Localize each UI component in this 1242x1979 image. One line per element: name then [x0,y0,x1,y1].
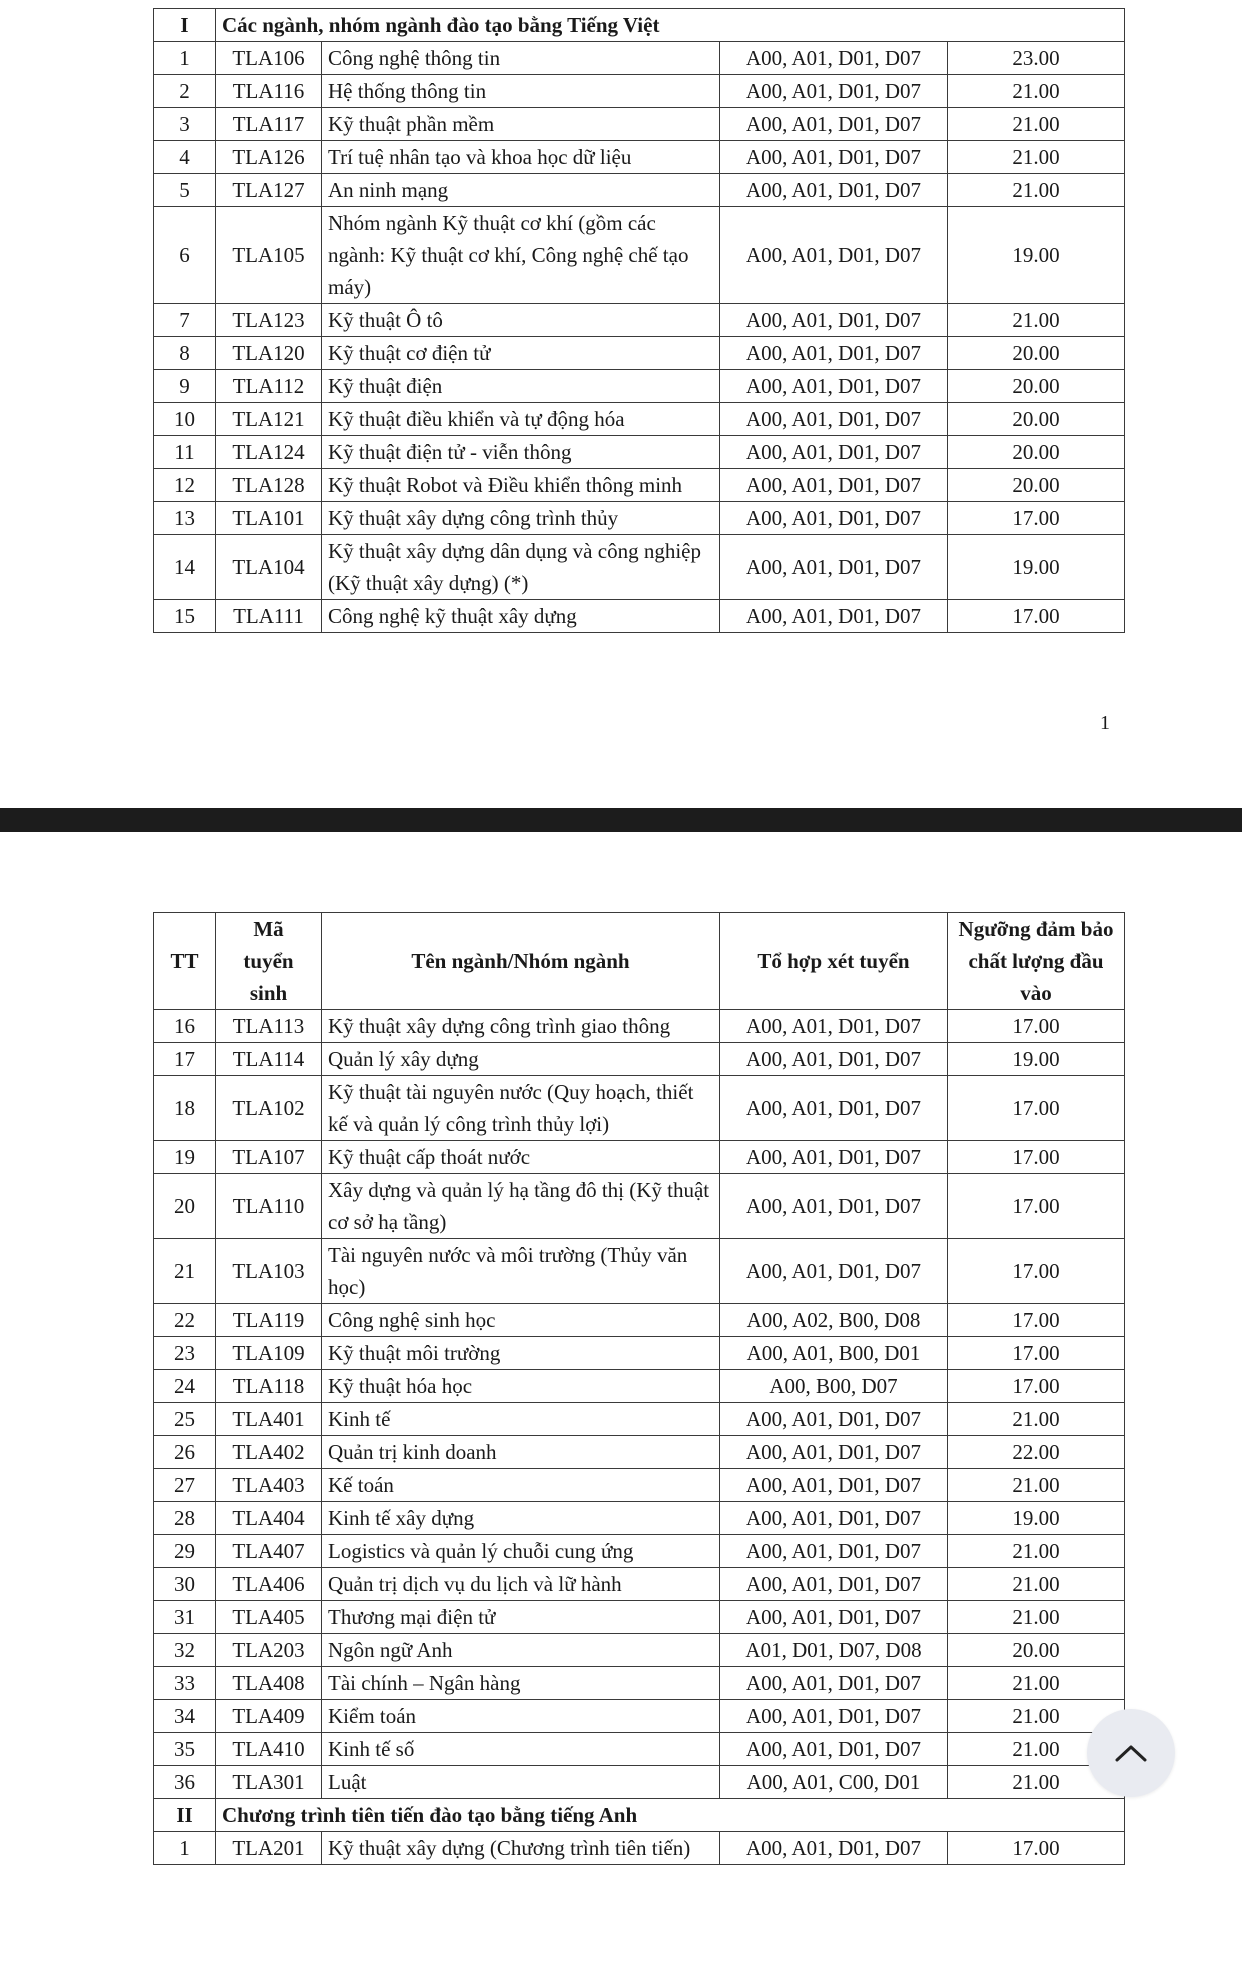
table-row [154,1568,1125,1601]
row-combo: A00, A01, D01, D07 [720,108,948,141]
table-row [154,600,1125,633]
row-code: TLA107 [216,1141,322,1174]
row-tt: 1 [154,42,216,75]
row-combo: A00, A01, D01, D07 [720,1601,948,1634]
row-code: TLA102 [216,1076,322,1141]
table-row [154,141,1125,174]
row-name: Quản lý xây dựng [322,1043,720,1076]
header-score: Ngưỡng đảm bảo chất lượng đầu vào [948,913,1125,1010]
row-tt: 17 [154,1043,216,1076]
row-name: Hệ thống thông tin [322,75,720,108]
row-code: TLA113 [216,1010,322,1043]
row-tt: 31 [154,1601,216,1634]
document-page-1 [0,0,1242,808]
row-combo: A00, A01, D01, D07 [720,337,948,370]
table-row [154,1043,1125,1076]
row-code: TLA105 [216,207,322,304]
row-tt: 20 [154,1174,216,1239]
row-score: 20.00 [948,337,1125,370]
row-code: TLA201 [216,1832,322,1865]
row-combo: A00, A01, D01, D07 [720,535,948,600]
row-tt: 8 [154,337,216,370]
header-tt: TT [154,913,216,1010]
row-combo: A00, A01, D01, D07 [720,1700,948,1733]
row-name: Kỹ thuật môi trường [322,1337,720,1370]
row-combo: A00, A01, D01, D07 [720,304,948,337]
row-score: 20.00 [948,436,1125,469]
row-tt: 7 [154,304,216,337]
row-code: TLA128 [216,469,322,502]
row-combo: A00, A01, D01, D07 [720,1239,948,1304]
row-combo: A00, A01, D01, D07 [720,1832,948,1865]
row-code: TLA110 [216,1174,322,1239]
row-tt: 22 [154,1304,216,1337]
table-row [154,1141,1125,1174]
row-code: TLA127 [216,174,322,207]
table-row [154,502,1125,535]
row-name: Kỹ thuật cơ điện tử [322,337,720,370]
row-name: Kiểm toán [322,1700,720,1733]
row-tt: 14 [154,535,216,600]
row-code: TLA401 [216,1403,322,1436]
row-score: 17.00 [948,1337,1125,1370]
table-row [154,1304,1125,1337]
section-row-I [154,9,1125,42]
table-row [154,1832,1125,1865]
row-tt: 21 [154,1239,216,1304]
row-tt: 35 [154,1733,216,1766]
row-tt: 5 [154,174,216,207]
row-code: TLA117 [216,108,322,141]
row-tt: 15 [154,600,216,633]
table-row [154,304,1125,337]
row-score: 21.00 [948,1469,1125,1502]
row-name: Kỹ thuật Ô tô [322,304,720,337]
row-combo: A00, B00, D07 [720,1370,948,1403]
chevron-up-icon [1114,1743,1148,1763]
row-code: TLA104 [216,535,322,600]
row-name: Xây dựng và quản lý hạ tầng đô thị (Kỹ thuật cơ sở hạ tầng) [322,1174,720,1239]
admission-table-part-1 [153,8,1125,633]
row-name: Kỹ thuật xây dựng công trình thủy [322,502,720,535]
row-score: 21.00 [948,304,1125,337]
row-combo: A00, A01, D01, D07 [720,370,948,403]
row-code: TLA408 [216,1667,322,1700]
row-combo: A00, A01, D01, D07 [720,403,948,436]
row-tt: 30 [154,1568,216,1601]
row-combo: A00, A01, D01, D07 [720,1043,948,1076]
row-score: 20.00 [948,1634,1125,1667]
row-name: Trí tuệ nhân tạo và khoa học dữ liệu [322,141,720,174]
row-combo: A00, A01, D01, D07 [720,1733,948,1766]
table-row [154,42,1125,75]
row-score: 19.00 [948,1502,1125,1535]
row-code: TLA124 [216,436,322,469]
row-code: TLA116 [216,75,322,108]
row-name: Kỹ thuật Robot và Điều khiển thông minh [322,469,720,502]
row-score: 22.00 [948,1436,1125,1469]
row-name: Quản trị dịch vụ du lịch và lữ hành [322,1568,720,1601]
header-code: Mã tuyển sinh [216,913,322,1010]
table-row [154,1700,1125,1733]
row-score: 19.00 [948,207,1125,304]
row-combo: A00, A02, B00, D08 [720,1304,948,1337]
row-score: 20.00 [948,403,1125,436]
row-code: TLA203 [216,1634,322,1667]
section-title: Các ngành, nhóm ngành đào tạo bằng Tiếng Việt [216,9,1125,42]
row-name: Kỹ thuật tài nguyên nước (Quy hoạch, thiết kế và quản lý công trình thủy lợi) [322,1076,720,1141]
row-code: TLA101 [216,502,322,535]
table-row [154,1634,1125,1667]
row-tt: 36 [154,1766,216,1799]
row-tt: 24 [154,1370,216,1403]
row-tt: 2 [154,75,216,108]
table-row [154,1370,1125,1403]
table-row [154,1436,1125,1469]
row-code: TLA402 [216,1436,322,1469]
row-code: TLA410 [216,1733,322,1766]
row-combo: A00, A01, B00, D01 [720,1337,948,1370]
row-combo: A01, D01, D07, D08 [720,1634,948,1667]
row-combo: A00, A01, D01, D07 [720,1469,948,1502]
row-score: 19.00 [948,1043,1125,1076]
row-combo: A00, A01, D01, D07 [720,1535,948,1568]
row-name: Kinh tế số [322,1733,720,1766]
row-name: Luật [322,1766,720,1799]
row-combo: A00, A01, D01, D07 [720,469,948,502]
row-code: TLA403 [216,1469,322,1502]
row-name: An ninh mạng [322,174,720,207]
section-row-II [154,1799,1125,1832]
row-name: Kế toán [322,1469,720,1502]
row-code: TLA404 [216,1502,322,1535]
table-row [154,337,1125,370]
row-name: Công nghệ kỹ thuật xây dựng [322,600,720,633]
row-score: 17.00 [948,1304,1125,1337]
table-row [154,1010,1125,1043]
table-row [154,403,1125,436]
row-score: 17.00 [948,1832,1125,1865]
row-score: 20.00 [948,370,1125,403]
row-score: 21.00 [948,1535,1125,1568]
table-row [154,1535,1125,1568]
table-row [154,1337,1125,1370]
row-combo: A00, A01, D01, D07 [720,1436,948,1469]
row-score: 21.00 [948,108,1125,141]
row-name: Công nghệ thông tin [322,42,720,75]
row-combo: A00, A01, D01, D07 [720,1568,948,1601]
row-code: TLA301 [216,1766,322,1799]
row-score: 17.00 [948,600,1125,633]
row-code: TLA409 [216,1700,322,1733]
row-score: 21.00 [948,1601,1125,1634]
table-row [154,469,1125,502]
row-code: TLA118 [216,1370,322,1403]
table-row [154,1403,1125,1436]
table-row [154,1733,1125,1766]
row-tt: 4 [154,141,216,174]
row-tt: 19 [154,1141,216,1174]
row-code: TLA114 [216,1043,322,1076]
row-tt: 26 [154,1436,216,1469]
table-row [154,370,1125,403]
row-tt: 10 [154,403,216,436]
row-name: Kỹ thuật xây dựng (Chương trình tiên tiến) [322,1832,720,1865]
row-code: TLA111 [216,600,322,633]
row-score: 17.00 [948,1370,1125,1403]
table-row [154,75,1125,108]
row-code: TLA106 [216,42,322,75]
row-combo: A00, A01, D01, D07 [720,436,948,469]
page-number: 1 [1100,712,1110,734]
table-row [154,1601,1125,1634]
row-combo: A00, A01, D01, D07 [720,141,948,174]
row-combo: A00, A01, D01, D07 [720,42,948,75]
row-tt: 9 [154,370,216,403]
table-row [154,174,1125,207]
row-combo: A00, A01, D01, D07 [720,174,948,207]
row-combo: A00, A01, D01, D07 [720,1667,948,1700]
row-combo: A00, A01, D01, D07 [720,1174,948,1239]
row-score: 21.00 [948,1733,1125,1766]
table-row [154,436,1125,469]
row-combo: A00, A01, D01, D07 [720,1141,948,1174]
row-code: TLA119 [216,1304,322,1337]
row-tt: 6 [154,207,216,304]
section-title: Chương trình tiên tiến đào tạo bằng tiếng Anh [216,1799,1125,1832]
row-name: Thương mại điện tử [322,1601,720,1634]
row-tt: 23 [154,1337,216,1370]
row-combo: A00, A01, D01, D07 [720,502,948,535]
row-tt: 27 [154,1469,216,1502]
row-tt: 18 [154,1076,216,1141]
table-row [154,1469,1125,1502]
row-combo: A00, A01, D01, D07 [720,1502,948,1535]
table-row [154,207,1125,304]
table-row [154,1076,1125,1141]
row-name: Tài chính – Ngân hàng [322,1667,720,1700]
row-tt: 11 [154,436,216,469]
row-combo: A00, A01, D01, D07 [720,1010,948,1043]
row-name: Công nghệ sinh học [322,1304,720,1337]
row-score: 21.00 [948,1667,1125,1700]
table-row [154,1174,1125,1239]
row-code: TLA405 [216,1601,322,1634]
row-tt: 1 [154,1832,216,1865]
row-score: 20.00 [948,469,1125,502]
admission-table-part-2 [153,912,1125,1865]
row-tt: 25 [154,1403,216,1436]
row-combo: A00, A01, D01, D07 [720,1403,948,1436]
row-name: Kỹ thuật xây dựng công trình giao thông [322,1010,720,1043]
row-name: Nhóm ngành Kỹ thuật cơ khí (gồm các ngành: Kỹ thuật cơ khí, Công nghệ chế tạo máy) [322,207,720,304]
row-score: 17.00 [948,1141,1125,1174]
row-code: TLA407 [216,1535,322,1568]
table-row [154,1239,1125,1304]
row-tt: 13 [154,502,216,535]
row-tt: 34 [154,1700,216,1733]
row-code: TLA103 [216,1239,322,1304]
row-score: 21.00 [948,1766,1125,1799]
row-name: Kỹ thuật phần mềm [322,108,720,141]
row-combo: A00, A01, C00, D01 [720,1766,948,1799]
table-header-row [154,913,1125,1010]
scroll-to-top-button[interactable] [1087,1709,1175,1797]
row-combo: A00, A01, D01, D07 [720,1076,948,1141]
row-score: 17.00 [948,502,1125,535]
row-score: 21.00 [948,75,1125,108]
table-row [154,1766,1125,1799]
row-name: Kỹ thuật cấp thoát nước [322,1141,720,1174]
section-number: II [154,1799,216,1832]
row-tt: 29 [154,1535,216,1568]
row-name: Kỹ thuật điện [322,370,720,403]
row-name: Kỹ thuật điều khiển và tự động hóa [322,403,720,436]
row-score: 21.00 [948,141,1125,174]
row-score: 21.00 [948,1403,1125,1436]
row-name: Ngôn ngữ Anh [322,1634,720,1667]
row-score: 17.00 [948,1010,1125,1043]
header-name: Tên ngành/Nhóm ngành [322,913,720,1010]
row-name: Kinh tế [322,1403,720,1436]
row-code: TLA123 [216,304,322,337]
row-score: 19.00 [948,535,1125,600]
row-name: Quản trị kinh doanh [322,1436,720,1469]
row-score: 21.00 [948,1700,1125,1733]
row-score: 17.00 [948,1174,1125,1239]
row-combo: A00, A01, D01, D07 [720,600,948,633]
row-tt: 12 [154,469,216,502]
row-score: 23.00 [948,42,1125,75]
row-tt: 32 [154,1634,216,1667]
row-name: Logistics và quản lý chuỗi cung ứng [322,1535,720,1568]
row-score: 17.00 [948,1239,1125,1304]
row-tt: 3 [154,108,216,141]
table-row [154,1667,1125,1700]
row-combo: A00, A01, D01, D07 [720,207,948,304]
document-page-2 [0,832,1242,1979]
row-code: TLA126 [216,141,322,174]
row-score: 21.00 [948,1568,1125,1601]
row-name: Kỹ thuật xây dựng dân dụng và công nghiệp (Kỹ thuật xây dựng) (*) [322,535,720,600]
row-tt: 33 [154,1667,216,1700]
header-combo: Tổ hợp xét tuyển [720,913,948,1010]
table-row [154,108,1125,141]
row-code: TLA121 [216,403,322,436]
row-name: Tài nguyên nước và môi trường (Thủy văn học) [322,1239,720,1304]
row-code: TLA112 [216,370,322,403]
row-combo: A00, A01, D01, D07 [720,75,948,108]
page-separator [0,808,1242,832]
row-code: TLA406 [216,1568,322,1601]
row-code: TLA120 [216,337,322,370]
section-number: I [154,9,216,42]
table-row [154,1502,1125,1535]
row-name: Kỹ thuật điện tử - viễn thông [322,436,720,469]
table-row [154,535,1125,600]
row-code: TLA109 [216,1337,322,1370]
row-name: Kinh tế xây dựng [322,1502,720,1535]
row-tt: 16 [154,1010,216,1043]
row-score: 21.00 [948,174,1125,207]
row-tt: 28 [154,1502,216,1535]
row-name: Kỹ thuật hóa học [322,1370,720,1403]
row-score: 17.00 [948,1076,1125,1141]
